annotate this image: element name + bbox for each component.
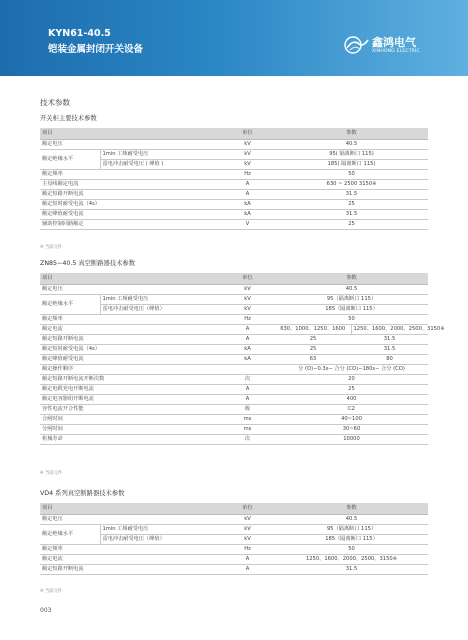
table-row: 额定短路开断电流 A 25 31.5 — [40, 335, 428, 345]
header-unit: 单位 — [220, 128, 275, 140]
table-header-row — [40, 503, 428, 515]
table-row: 额定电流 A 630、1000、1250、1600 1250、1600、2000、2500、3150※ — [40, 325, 428, 335]
table1-title: 开关柜主要技术参数 — [40, 115, 97, 122]
header-item: 项目 — [40, 128, 220, 140]
table-row: 额定短时耐受电流（4s） kA 25 — [40, 200, 428, 210]
table-row: 雷电冲击耐受电压（峰值） kV 185（隔离断口 115） — [40, 535, 428, 545]
table-row: 额定电容器组开断电流 A 400 — [40, 395, 428, 405]
zn85-breaker-spec-table — [40, 273, 445, 445]
table2-title: ZN85−40.5 真空断路器技术参数 — [40, 260, 136, 267]
header-value: 参数 — [275, 273, 428, 285]
table-row: 额定绝缘水平 1min 工频耐受电压 kV 95（隔离断口 115） — [40, 525, 428, 535]
header-value: 参数 — [275, 503, 428, 515]
logo-english-name: XINHONG ELECTRIC — [372, 49, 420, 54]
table-row: 额定短路开断电流 A 31.5 — [40, 565, 428, 575]
company-logo-icon — [344, 36, 370, 54]
table-row: 主母线额定电流 A 630 ~ 2500 3150※ — [40, 180, 428, 190]
table-row: 额定短时耐受电流（4s） kA 25 31.5 — [40, 345, 428, 355]
table-row: 额定短路开断电流开断次数 次 20 — [40, 375, 428, 385]
header-unit: 单位 — [220, 273, 275, 285]
table-row: 额定频率 Hz 50 — [40, 315, 428, 325]
table-row: 额定电压 kV 40.5 — [40, 140, 428, 150]
table-header-row — [40, 128, 428, 140]
header-value: 参数 — [275, 128, 428, 140]
table-row: 额定电缆充电开断电流 A 25 — [40, 385, 428, 395]
table-row: 额定绝缘水平 1min 工频耐受电压 kV 95（隔离断口 115） — [40, 295, 428, 305]
table-row: 额定短路开断电流 A 31.5 — [40, 190, 428, 200]
section-title: 技术参数 — [40, 98, 70, 107]
table-row: 雷电冲击耐受电压 ( 峰值 ) kV 185( 隔离断口 115) — [40, 160, 428, 170]
header-unit: 单位 — [220, 503, 275, 515]
table1-note: ※ 当前元件 — [40, 245, 63, 250]
header-item: 项目 — [40, 503, 220, 515]
table-row: 额定峰值耐受电流 kA 31.5 — [40, 210, 428, 220]
header-item: 项目 — [40, 273, 220, 285]
table-row: 雷电冲击耐受电压（峰值） kV 185（隔离断口 115） — [40, 305, 428, 315]
vd4-breaker-spec-table — [40, 503, 428, 575]
table-row: 分闸时间 ms 30~60 — [40, 425, 428, 435]
table-row: 额定绝缘水平 1min 工频耐受电压 kV 95( 隔离断口 115) — [40, 150, 428, 160]
table-row: 额定峰值耐受电流 kA 63 80 — [40, 355, 428, 365]
table-row: 辅助控制回路额定 V 25 — [40, 220, 428, 230]
product-model: KYN61-40.5 — [48, 28, 111, 39]
table-header-row — [40, 273, 428, 285]
table-row: 额定频率 Hz 50 — [40, 170, 428, 180]
logo-chinese-name: 鑫鸿电气 — [372, 36, 416, 49]
table-row: 额定电压 kV 40.5 — [40, 285, 428, 295]
table-row: 容性电流开合性能 级 C2 — [40, 405, 428, 415]
table-row: 额定频率 Hz 50 — [40, 545, 428, 555]
table-row: 额定操作顺序 分 (O)−0.3s− 合分 (CO)−180s− 合分 (CO) — [40, 365, 428, 375]
table-row: 额定电流 A 1250、1600、2000、2500、3150※ — [40, 555, 428, 565]
page-header — [0, 0, 468, 76]
table-row: 额定电压 kV 40.5 — [40, 515, 428, 525]
table2-note: ※ 当前元件 — [40, 471, 63, 476]
switchgear-spec-table — [40, 128, 428, 230]
table-row: 机械寿命 次 10000 — [40, 435, 428, 445]
table3-note: ※ 当前元件 — [40, 589, 63, 594]
page-number: 003 — [40, 607, 52, 614]
table-row: 合闸时间 ms 40~100 — [40, 415, 428, 425]
table3-title: VD4 系列真空断路器技术参数 — [40, 490, 125, 497]
product-subtitle: 铠装金属封闭开关设备 — [48, 44, 144, 55]
